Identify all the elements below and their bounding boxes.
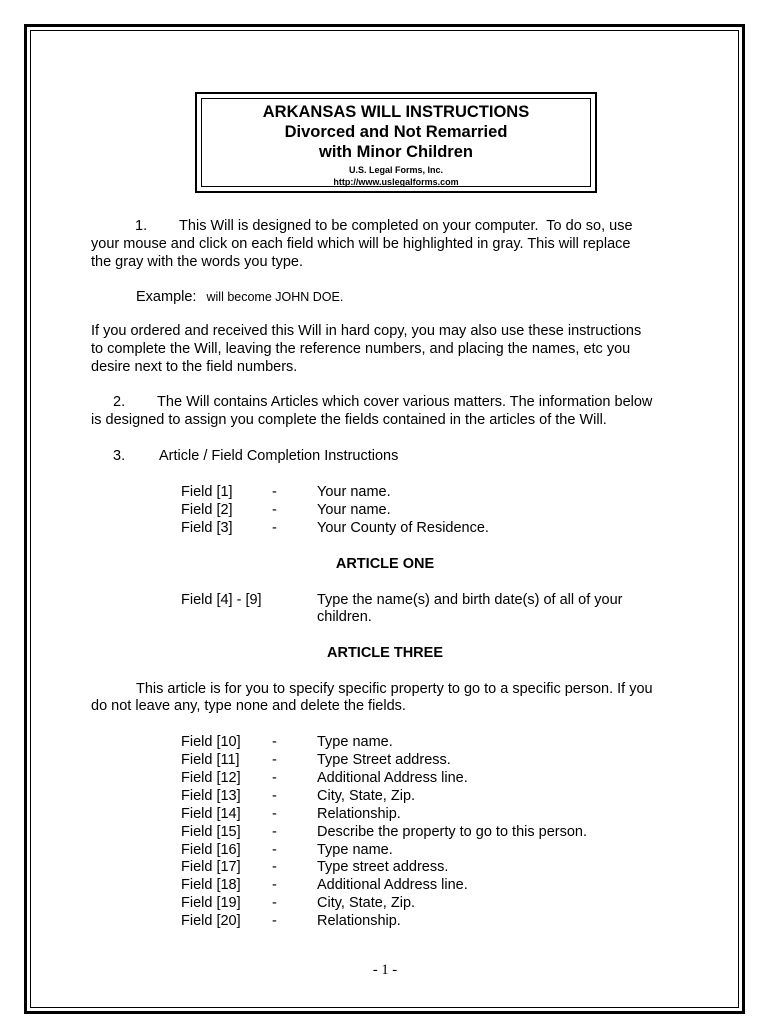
field-dash: - (272, 484, 277, 500)
para1-line1: 1. This Will is designed to be completed on your computer. To do so, use (135, 218, 633, 234)
field-description: City, State, Zip. (317, 895, 416, 911)
article-three-heading: ARTICLE THREE (327, 645, 443, 661)
field-label: Field [11] (181, 752, 240, 768)
field-dash: - (272, 842, 277, 858)
field-description: Type the name(s) and birth date(s) of all of your (317, 592, 623, 608)
field-description: Type name. (317, 734, 393, 750)
para1-line2: your mouse and click on each field which will be highlighted in gray. This will replace (91, 236, 631, 252)
field-dash: - (272, 913, 277, 929)
title-box (201, 98, 591, 187)
field-label: Field [18] (181, 877, 241, 893)
field-description: Type name. (317, 842, 393, 858)
field-dash: - (272, 752, 277, 768)
document-subtitle-1: Divorced and Not Remarried (284, 123, 508, 141)
field-description: Relationship. (317, 806, 401, 822)
para2-line2: is designed to assign you complete the fields contained in the articles of the Will. (91, 412, 607, 428)
para2-line1: 2. The Will contains Articles which cover various matters. The information below (113, 394, 653, 410)
field-label: Field [3] (181, 520, 233, 536)
field-dash: - (272, 895, 277, 911)
article-one-heading: ARTICLE ONE (335, 556, 435, 572)
field-dash: - (272, 824, 277, 840)
field-dash: - (272, 806, 277, 822)
field-description: Type street address. (317, 859, 449, 875)
field-label: Field [15] (181, 824, 241, 840)
field-description: Additional Address line. (317, 877, 468, 893)
field-label: Field [12] (181, 770, 241, 786)
para3-text: Article / Field Completion Instructions (159, 448, 399, 464)
field-dash: - (272, 770, 277, 786)
article-three-intro-line1: This article is for you to specify specific property to go to a specific person. If you (136, 681, 653, 697)
hardcopy-line2: to complete the Will, leaving the reference numbers, and placing the names, etc you (91, 341, 631, 357)
field-dash: - (272, 788, 277, 804)
field-description: Your County of Residence. (317, 520, 489, 536)
field-label: Field [1] (181, 484, 233, 500)
article-three-intro-line2: do not leave any, type none and delete the fields. (91, 698, 406, 714)
field-dash: - (272, 734, 277, 750)
company-name: U.S. Legal Forms, Inc. (348, 165, 444, 175)
field-label: Field [10] (181, 734, 241, 750)
company-url: http://www.uslegalforms.com (333, 177, 459, 187)
field-description: Type Street address. (317, 752, 451, 768)
field-label: Field [14] (181, 806, 241, 822)
page-number: - 1 - (372, 962, 398, 978)
example-label: Example: (136, 289, 197, 305)
field-dash: - (272, 520, 277, 536)
example-line (136, 288, 343, 307)
field-label: Field [13] (181, 788, 241, 804)
field-label: Field [17] (181, 859, 241, 875)
field-label: Field [2] (181, 502, 233, 518)
field-description: Describe the property to go to this person. (317, 824, 588, 840)
field-label: Field [19] (181, 895, 241, 911)
field-dash: - (272, 502, 277, 518)
field-description: Relationship. (317, 913, 401, 929)
field-label: Field [16] (181, 842, 241, 858)
para1-line3: the gray with the words you type. (91, 254, 303, 270)
field-dash: - (272, 877, 277, 893)
field-description: City, State, Zip. (317, 788, 416, 804)
hardcopy-line3: desire next to the field numbers. (91, 359, 298, 375)
field-description: Your name. (317, 484, 391, 500)
field-label: Field [4] - [9] (181, 592, 262, 608)
hardcopy-line1: If you ordered and received this Will in hard copy, you may also use these instructions (91, 323, 642, 339)
field-dash: - (272, 859, 277, 875)
field-label: Field [20] (181, 913, 241, 929)
example-text: will become JOHN DOE. (206, 290, 344, 304)
para3-number: 3. (113, 448, 126, 464)
document-subtitle-2: with Minor Children (319, 143, 473, 161)
field-description: Additional Address line. (317, 770, 468, 786)
document-title: ARKANSAS WILL INSTRUCTIONS (262, 103, 530, 121)
field-description: Your name. (317, 502, 391, 518)
field-description: children. (317, 609, 372, 625)
